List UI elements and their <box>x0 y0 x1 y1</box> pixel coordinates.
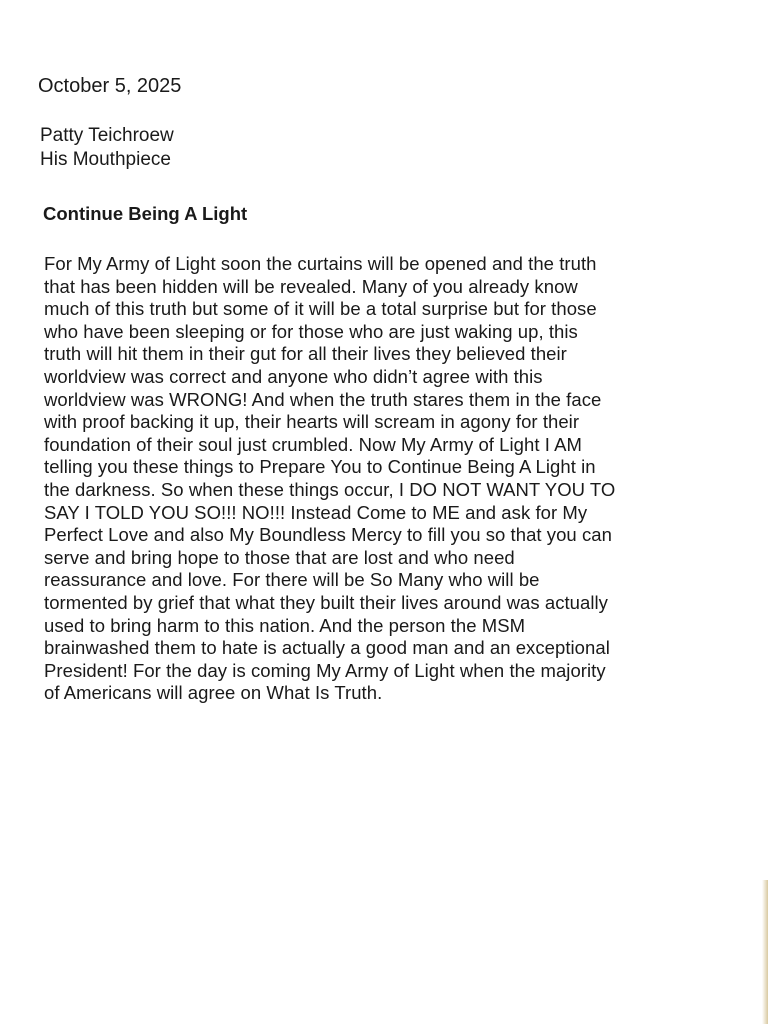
body-line: SAY I TOLD YOU SO!!! NO!!! Instead Come to ME and ask for My <box>44 501 588 523</box>
body-line: truth will hit them in their gut for all their lives they believed their <box>44 343 567 365</box>
body-line: brainwashed them to hate is actually a good man and an exceptional <box>44 637 610 659</box>
body-line: with proof backing it up, their hearts will scream in agony for their <box>44 411 580 433</box>
body-line: For My Army of Light soon the curtains will be opened and the truth <box>44 253 597 274</box>
body-line: President! For the day is coming My Army of Light when the majority <box>44 659 606 681</box>
body-line: reassurance and love. For there will be So Many who will be <box>44 569 540 591</box>
author-name: Patty Teichroew <box>40 125 174 146</box>
body-line: much of this truth but some of it will be a total surprise but for those <box>44 298 597 320</box>
body-line: tormented by grief that what they built their lives around was actually <box>44 591 608 613</box>
body-line: foundation of their soul just crumbled. Now My Army of Light I AM <box>44 433 582 455</box>
body-line: that has been hidden will be revealed. Many of you already know <box>44 275 578 297</box>
document-date: October 5, 2025 <box>38 75 182 97</box>
body-line: of Americans will agree on What Is Truth. <box>44 682 383 704</box>
body-line: who have been sleeping or for those who are just waking up, this <box>44 320 578 342</box>
author-role: His Mouthpiece <box>40 149 171 170</box>
body-line: worldview was WRONG! And when the truth stares them in the face <box>44 388 602 410</box>
body-line: Perfect Love and also My Boundless Mercy to fill you so that you can <box>44 524 612 546</box>
body-line: used to bring harm to this nation. And the person the MSM <box>44 614 526 636</box>
page-edge <box>762 880 768 1024</box>
document-title: Continue Being A Light <box>43 203 248 224</box>
document-body <box>44 253 744 705</box>
author-block <box>40 124 174 172</box>
body-line: the darkness. So when these things occur, I DO NOT WANT YOU TO <box>44 478 616 500</box>
body-line: worldview was correct and anyone who didn’t agree with this <box>44 365 543 387</box>
body-line: serve and bring hope to those that are lost and who need <box>44 546 515 568</box>
body-line: telling you these things to Prepare You to Continue Being A Light in <box>44 456 596 478</box>
